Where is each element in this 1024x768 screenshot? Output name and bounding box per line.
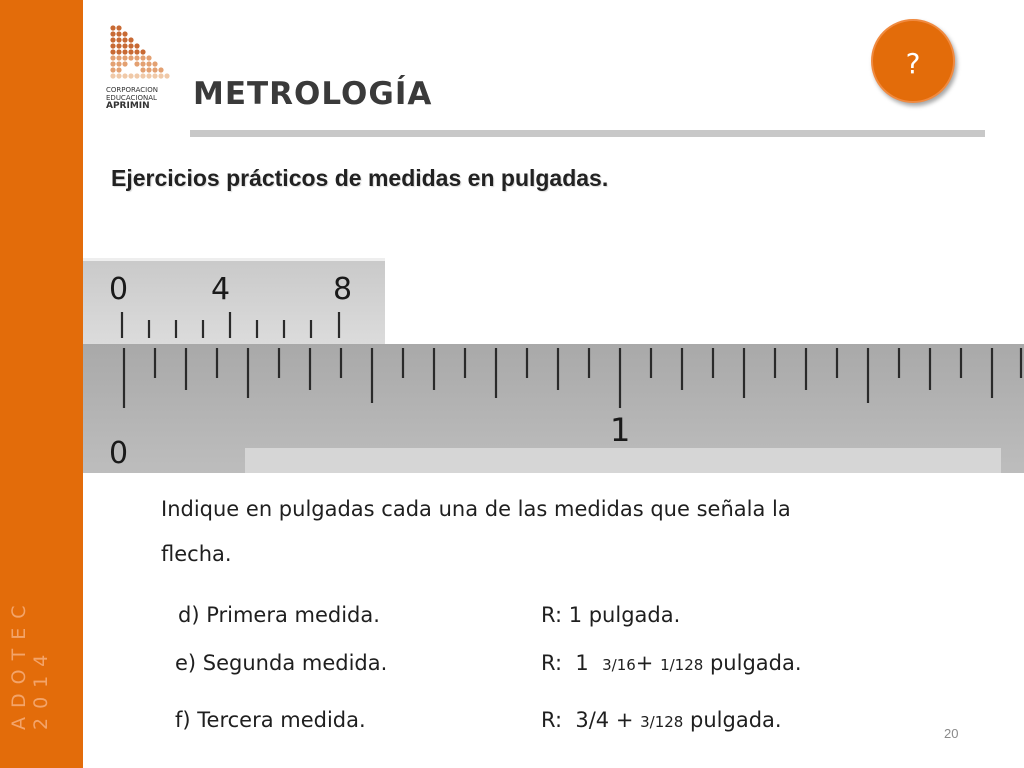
sidebar-vertical-text: ADOTEC 2014 [8,596,52,730]
vernier-label-0: 0 [109,272,129,307]
exercise-f-answer [541,708,782,732]
page-number: 20 [944,726,959,741]
exercise-e-answer [541,651,802,675]
exercise-d-label: d) Primera medida. [178,603,380,627]
exercise-f-answer-suffix: pulgada. [683,708,782,732]
exercise-e-answer-suffix: pulgada. [703,651,802,675]
exercise-d-answer: R: 1 pulgada. [541,603,681,627]
scale-label-0: 0 [109,436,129,471]
exercise-f-label: f) Tercera medida. [175,708,366,732]
scale-label-1: 1 [610,411,631,449]
header-divider [190,130,985,137]
exercise-e-fraction-2: 1/128 [660,656,704,674]
instruction-text: Indique en pulgadas cada una de las medidas que señala la flecha. [161,497,791,566]
vernier-label-4: 4 [211,272,231,307]
page-title: METROLOGÍA [193,76,433,112]
exercise-f-fraction: 3/128 [640,713,684,731]
exercise-e-answer-plus: + [635,651,661,675]
ruler-photo [83,258,1024,473]
side-bar [0,0,83,768]
logo-line-2: EDUCACIONAL [106,94,157,102]
question-mark-icon: ? [905,46,921,80]
slide-subtitle: Ejercicios prácticos de medidas en pulgadas. [111,165,609,191]
help-button[interactable] [871,19,955,103]
exercise-e-label: e) Segunda medida. [175,651,388,675]
vernier-label-8: 8 [333,272,353,307]
exercise-f-answer-prefix: R: 3/4 + [541,708,641,732]
lower-band [245,448,1001,473]
exercise-e-answer-prefix: R: 1 [541,651,603,675]
logo-text [106,86,176,110]
exercise-e-fraction-1: 3/16 [602,656,636,674]
logo-brand: APRIMIN [106,101,150,111]
logo-line-1: CORPORACION [106,86,158,94]
